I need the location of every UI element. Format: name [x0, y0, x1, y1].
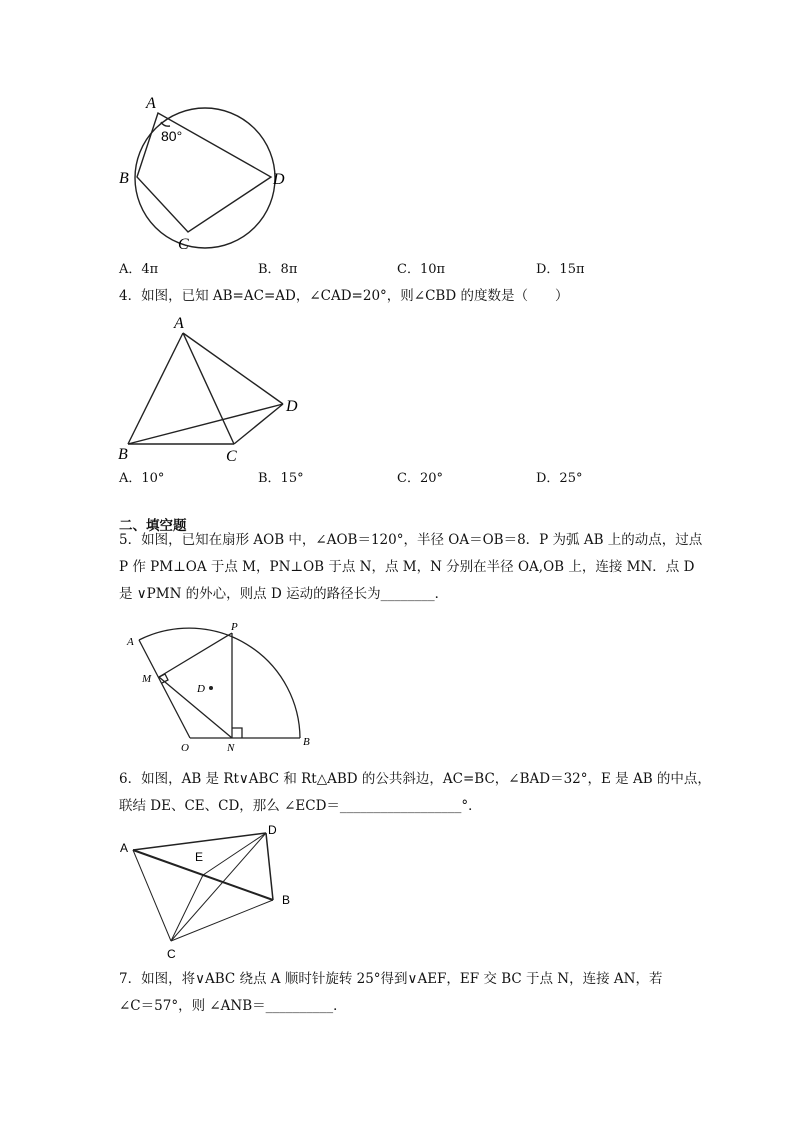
- right-angle-mark-n: [232, 728, 242, 738]
- point-label-p: P: [231, 621, 238, 633]
- point-label-d: D: [286, 398, 298, 415]
- q6-figure: [115, 820, 300, 965]
- point-d-dot: [209, 686, 213, 690]
- point-label-a: A: [146, 95, 156, 112]
- segment-pm: [159, 633, 232, 677]
- point-label-a: A: [120, 841, 129, 855]
- quadrilateral-abcd: [137, 113, 271, 232]
- segment-cd: [171, 833, 266, 941]
- q3-option-c[interactable]: C．10π: [397, 262, 446, 277]
- segment-ad: [183, 333, 283, 404]
- point-label-c: C: [167, 947, 176, 961]
- q5-figure: [115, 615, 325, 755]
- q4-stem: 4．如图，已知 AB=AC=AD，∠CAD=20°，则∠CBD 的度数是（ ）: [119, 288, 569, 304]
- q4-figure: [110, 310, 310, 465]
- q5-line2: P 作 PM⊥OA 于点 M，PN⊥OB 于点 N，点 M，N 分别在半径 OA,OB 上，连接 MN．点 D: [119, 559, 695, 575]
- q4-option-b[interactable]: B．15°: [258, 471, 304, 486]
- point-label-d: D: [268, 823, 277, 837]
- point-label-a: A: [127, 636, 134, 648]
- segment-ac: [133, 850, 171, 941]
- q6-line1: 6．如图，AB 是 Rt∨ABC 和 Rt△ABD 的公共斜边，AC=BC，∠BAD＝32°，E 是 AB 的中点，: [119, 771, 711, 787]
- point-label-d: D: [273, 171, 285, 188]
- q7-line2: ∠C＝57°，则 ∠ANB＝__________．: [119, 998, 347, 1014]
- q3-option-d[interactable]: D．15π: [536, 262, 585, 277]
- point-label-a: A: [174, 315, 184, 332]
- q4-option-a[interactable]: A．10°: [119, 471, 165, 486]
- segment-cb: [171, 900, 273, 941]
- point-label-c: C: [178, 236, 189, 253]
- point-label-b: B: [282, 893, 291, 907]
- q3-figure: [110, 88, 310, 258]
- segment-bd: [128, 404, 283, 444]
- point-label-n: N: [227, 742, 235, 754]
- q5-line1: 5．如图，已知在扇形 AOB 中，∠AOB＝120°，半径 OA＝OB＝8．P 为弧 AB 上的动点，过点: [119, 532, 703, 548]
- segment-ab: [128, 333, 183, 444]
- point-label-b: B: [119, 170, 129, 187]
- q7-line1: 7．如图，将∨ABC 绕点 A 顺时针旋转 25°得到∨AEF，EF 交 BC 于点 N，连接 AN，若: [119, 971, 663, 987]
- segment-ec: [171, 875, 203, 941]
- point-label-c: C: [226, 448, 237, 465]
- q6-line2: 联结 DE、CE、CD，那么 ∠ECD＝__________________°．: [119, 798, 482, 814]
- q3-option-a[interactable]: A．4π: [119, 262, 159, 277]
- q4-option-c[interactable]: C．20°: [397, 471, 443, 486]
- segment-db: [266, 833, 273, 900]
- q3-option-b[interactable]: B．8π: [258, 262, 298, 277]
- point-label-o: O: [181, 742, 189, 754]
- radius-oa: [139, 640, 190, 738]
- circle: [135, 108, 275, 248]
- point-label-m: M: [142, 673, 152, 685]
- segment-ad: [133, 833, 266, 850]
- point-label-b: B: [303, 736, 310, 748]
- point-label-b: B: [118, 446, 128, 463]
- angle-label: 80°: [161, 128, 183, 144]
- point-label-d: D: [197, 683, 205, 695]
- segment-mn: [159, 677, 232, 738]
- q4-option-d[interactable]: D．25°: [536, 471, 583, 486]
- q5-line3: 是 ∨PMN 的外心，则点 D 运动的路径长为________．: [119, 586, 449, 602]
- section-heading: 二、填空题: [119, 518, 187, 534]
- point-label-e: E: [195, 850, 204, 864]
